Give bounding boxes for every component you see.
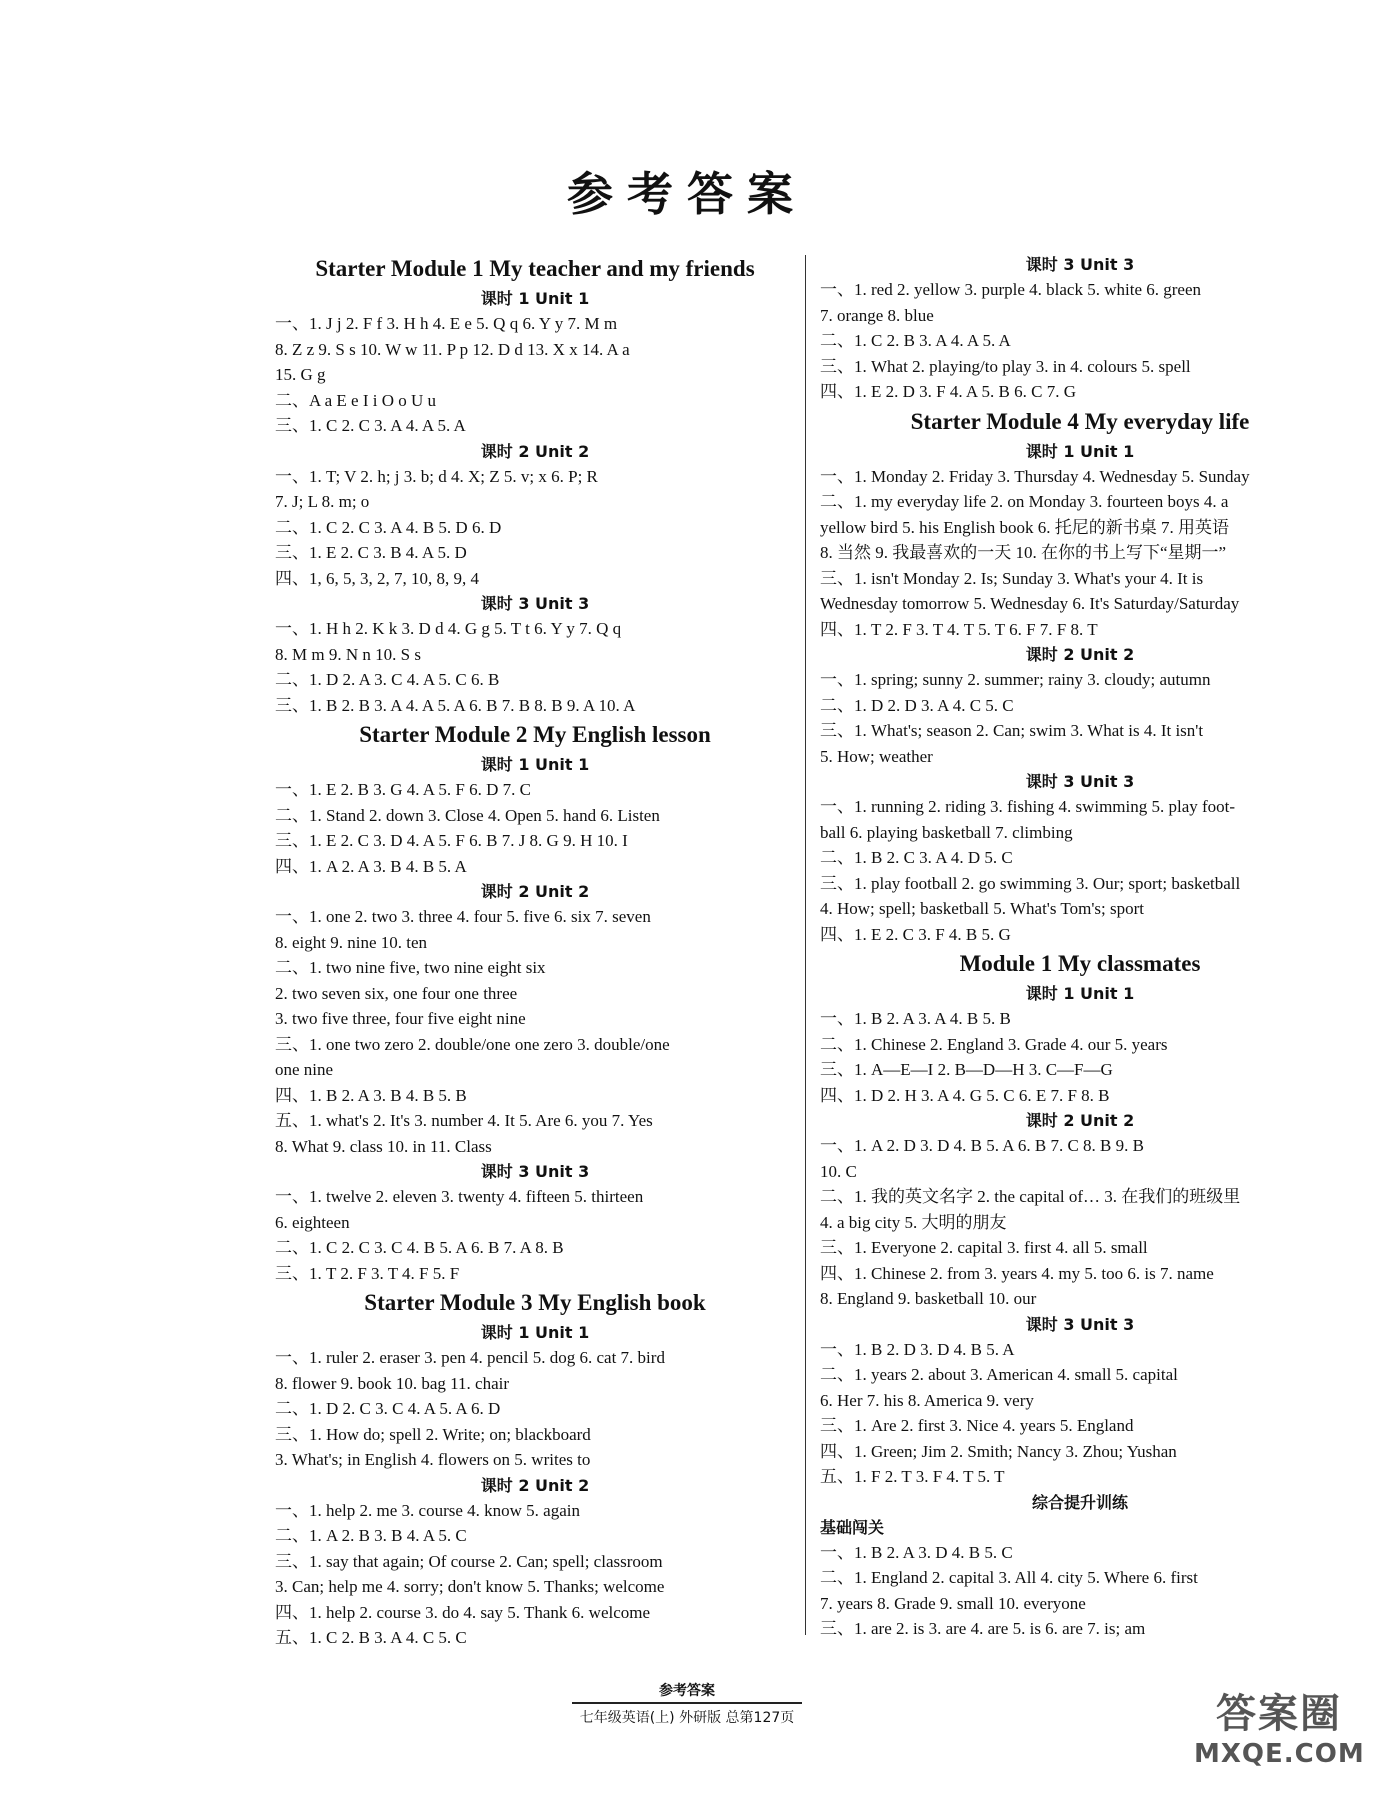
answer-line: 一、1. J j 2. F f 3. H h 4. E e 5. Q q 6. Y y 7. M m <box>275 314 618 333</box>
answer-line: 三、1. How do; spell 2. Write; on; blackboard <box>275 1424 591 1444</box>
answer-line: 4. How; spell; basketball 5. What's Tom's; sport <box>820 899 1144 918</box>
answer-line: ball 6. playing basketball 7. climbing <box>820 822 1073 842</box>
answer-line: 二、1. years 2. about 3. American 4. small 5. capital <box>820 1365 1178 1384</box>
answer-line: 三、1. B 2. B 3. A 4. A 5. A 6. B 7. B 8. B 9. A 10. A <box>275 695 636 715</box>
module-heading: Starter Module 2 My English lesson <box>359 722 711 747</box>
footer-info: 七年级英语(上) 外研版 总第127页 <box>579 1710 795 1726</box>
module-heading: Module 1 My classmates <box>959 951 1201 976</box>
answer-line: 三、1. isn't Monday 2. Is; Sunday 3. What's your 4. It is <box>820 568 1204 588</box>
answer-line: 三、1. What's; season 2. Can; swim 3. What is 4. It isn't <box>820 721 1204 740</box>
watermark-logo-text: 答案圈 <box>1216 1691 1342 1737</box>
page-title: 参考答案 <box>567 167 807 221</box>
answer-line: 7. J; L 8. m; o <box>275 492 370 511</box>
answer-line: 三、1. What 2. playing/to play 3. in 4. colours 5. spell <box>820 356 1191 376</box>
answer-line: 二、1. D 2. C 3. C 4. A 5. A 6. D <box>275 1399 501 1418</box>
module-heading: Starter Module 4 My everyday life <box>910 408 1250 434</box>
answer-line: 二、1. C 2. C 3. A 4. B 5. D 6. D <box>275 517 502 537</box>
answer-line: 10. C <box>820 1161 857 1181</box>
answer-line: 二、1. Stand 2. down 3. Close 4. Open 5. hand 6. Listen <box>275 805 660 825</box>
left-column <box>275 252 795 1651</box>
footer <box>0 1680 1374 1727</box>
answer-line: 二、1. D 2. A 3. C 4. A 5. C 6. B <box>275 670 500 689</box>
answer-line: 8. 当然 9. 我最喜欢的一天 10. 在你的书上写下“星期一” <box>820 543 1227 562</box>
answer-line: 8. What 9. class 10. in 11. Class <box>275 1136 492 1156</box>
answer-line: 6. Her 7. his 8. America 9. very <box>820 1390 1034 1410</box>
answer-line: 一、1. B 2. A 3. D 4. B 5. C <box>820 1542 1013 1562</box>
answer-line: 3. What's; in English 4. flowers on 5. writes to <box>275 1450 591 1469</box>
answer-line: 三、1. E 2. C 3. D 4. A 5. F 6. B 7. J 8. G 9. H 10. I <box>275 831 628 850</box>
answer-line: 8. eight 9. nine 10. ten <box>275 932 428 952</box>
answer-line: yellow bird 5. his English book 6. 托尼的新书桌 7. 用英语 <box>820 517 1229 537</box>
watermark-url: MXQE.COM <box>1194 1739 1365 1769</box>
answer-line: 二、1. 我的英文名字 2. the capital of… 3. 在我们的班级里 <box>820 1187 1241 1206</box>
lesson-heading: 课时 3 Unit 3 <box>1025 772 1135 791</box>
answer-line: 一、1. ruler 2. eraser 3. pen 4. pencil 5. dog 6. cat 7. bird <box>275 1348 665 1367</box>
lesson-heading: 课时 1 Unit 1 <box>480 1323 590 1342</box>
answer-line: 三、1. Are 2. first 3. Nice 4. years 5. England <box>820 1416 1134 1435</box>
answer-line: 7. orange 8. blue <box>820 305 934 325</box>
column-divider <box>805 255 806 1635</box>
answer-line: 五、1. what's 2. It's 3. number 4. It 5. Are 6. you 7. Yes <box>275 1111 653 1130</box>
answer-line: 一、1. help 2. me 3. course 4. know 5. again <box>275 1500 580 1520</box>
answer-line: 二、1. C 2. B 3. A 4. A 5. A <box>820 331 1011 350</box>
answer-line: 4. a big city 5. 大明的朋友 <box>820 1212 1007 1232</box>
answer-line: 二、1. A 2. B 3. B 4. A 5. C <box>275 1526 467 1545</box>
answer-line: 三、1. Everyone 2. capital 3. first 4. all 5. small <box>820 1238 1148 1257</box>
answer-line: 一、1. Monday 2. Friday 3. Thursday 4. Wednesday 5. Sunday <box>820 466 1250 486</box>
lesson-heading: 课时 2 Unit 2 <box>480 1475 590 1495</box>
answer-line: 四、1. B 2. A 3. B 4. B 5. B <box>275 1085 467 1105</box>
answer-line: 二、1. B 2. C 3. A 4. D 5. C <box>820 848 1013 867</box>
lesson-heading: 课时 1 Unit 1 <box>480 755 590 774</box>
answer-line: 二、1. C 2. C 3. C 4. B 5. A 6. B 7. A 8. B <box>275 1238 564 1257</box>
lesson-heading: 课时 1 Unit 1 <box>1025 984 1135 1003</box>
answer-line: 三、1. say that again; Of course 2. Can; spell; classroom <box>275 1551 663 1571</box>
answer-line: Wednesday tomorrow 5. Wednesday 6. It's Saturday/Saturday <box>820 594 1240 613</box>
module-heading: Starter Module 3 My English book <box>364 1290 706 1315</box>
lesson-heading: 课时 1 Unit 1 <box>1025 441 1135 461</box>
answer-line: 7. years 8. Grade 9. small 10. everyone <box>820 1593 1086 1613</box>
lesson-heading: 课时 1 Unit 1 <box>480 289 590 308</box>
answer-line: 四、1. D 2. H 3. A 4. G 5. C 6. E 7. F 8. B <box>820 1085 1110 1105</box>
answer-line: 一、1. one 2. two 3. three 4. four 5. five 6. six 7. seven <box>275 907 651 926</box>
answer-line: 一、1. spring; sunny 2. summer; rainy 3. cloudy; autumn <box>820 670 1211 689</box>
answer-line: 3. two five three, four five eight nine <box>275 1009 526 1028</box>
watermark-logo <box>1194 1682 1364 1792</box>
answer-line: 四、1, 6, 5, 3, 2, 7, 10, 8, 9, 4 <box>275 568 479 588</box>
lesson-heading: 课时 3 Unit 3 <box>480 594 590 613</box>
answer-line: 四、1. E 2. D 3. F 4. A 5. B 6. C 7. G <box>820 382 1076 401</box>
lesson-heading: 课时 2 Unit 2 <box>1025 1111 1135 1130</box>
footer-rule <box>572 1702 802 1704</box>
lesson-heading: 课时 2 Unit 2 <box>480 441 590 461</box>
right-column <box>820 252 1340 1642</box>
answer-line: 8. England 9. basketball 10. our <box>820 1289 1037 1308</box>
answer-line: 四、1. Green; Jim 2. Smith; Nancy 3. Zhou; Yushan <box>820 1441 1177 1461</box>
answer-line: 四、1. help 2. course 3. do 4. say 5. Thank 6. welcome <box>275 1602 651 1622</box>
answer-line: 一、1. twelve 2. eleven 3. twenty 4. fifteen 5. thirteen <box>275 1187 644 1206</box>
answer-line: one nine <box>275 1060 334 1079</box>
answer-line: 15. G g <box>275 365 326 384</box>
answer-line: 一、1. B 2. D 3. D 4. B 5. A <box>820 1339 1015 1359</box>
answer-line: 一、1. T; V 2. h; j 3. b; d 4. X; Z 5. v; x 6. P; R <box>275 466 598 486</box>
answer-line: 四、1. A 2. A 3. B 4. B 5. A <box>275 856 467 876</box>
lesson-heading: 综合提升训练 <box>1031 1492 1128 1512</box>
answer-line: 三、1. one two zero 2. double/one one zero 3. double/one <box>275 1034 670 1054</box>
lesson-heading: 课时 3 Unit 3 <box>1025 255 1135 274</box>
answer-line: 四、1. T 2. F 3. T 4. T 5. T 6. F 7. F 8. T <box>820 619 1098 639</box>
answer-line: 三、1. T 2. F 3. T 4. F 5. F <box>275 1263 460 1283</box>
answer-line: 一、1. H h 2. K k 3. D d 4. G g 5. T t 6. Y y 7. Q q <box>275 619 622 638</box>
answer-line: 三、1. C 2. C 3. A 4. A 5. A <box>275 416 466 435</box>
answer-line: 二、1. England 2. capital 3. All 4. city 5. Where 6. first <box>820 1568 1198 1587</box>
lesson-heading: 课时 2 Unit 2 <box>480 882 590 901</box>
answer-line: 二、A a E e I i O o U u <box>275 390 437 410</box>
answer-line: 三、1. E 2. C 3. B 4. A 5. D <box>275 543 467 562</box>
answer-line: 二、1. two nine five, two nine eight six <box>275 958 546 977</box>
answer-line: 四、1. E 2. C 3. F 4. B 5. G <box>820 924 1011 944</box>
answer-line: 8. M m 9. N n 10. S s <box>275 644 421 664</box>
answer-line: 一、1. B 2. A 3. A 4. B 5. B <box>820 1009 1011 1028</box>
answer-line: 四、1. Chinese 2. from 3. years 4. my 5. too 6. is 7. name <box>820 1263 1214 1283</box>
answer-line: 三、1. play football 2. go swimming 3. Our; sport; basketball <box>820 873 1241 893</box>
answer-line: 8. flower 9. book 10. bag 11. chair <box>275 1373 510 1393</box>
answer-line: 6. eighteen <box>275 1212 350 1232</box>
section-heading: 基础闯关 <box>820 1517 885 1537</box>
answer-line: 三、1. A—E—I 2. B—D—H 3. C—F—G <box>820 1060 1113 1079</box>
answer-line: 五、1. F 2. T 3. F 4. T 5. T <box>820 1467 1005 1486</box>
answer-line: 8. Z z 9. S s 10. W w 11. P p 12. D d 13. X x 14. A a <box>275 339 630 359</box>
answer-line: 二、1. my everyday life 2. on Monday 3. fourteen boys 4. a <box>820 492 1229 511</box>
answer-line: 五、1. C 2. B 3. A 4. C 5. C <box>275 1628 467 1647</box>
answer-line: 一、1. running 2. riding 3. fishing 4. swimming 5. play foot- <box>820 797 1236 816</box>
answer-line: 二、1. D 2. D 3. A 4. C 5. C <box>820 695 1014 715</box>
lesson-heading: 课时 2 Unit 2 <box>1025 645 1135 664</box>
answer-line: 5. How; weather <box>820 746 933 766</box>
footer-label: 参考答案 <box>659 1683 715 1699</box>
lesson-heading: 课时 3 Unit 3 <box>1025 1314 1135 1334</box>
answer-line: 2. two seven six, one four one three <box>275 983 518 1003</box>
answer-line: 一、1. A 2. D 3. D 4. B 5. A 6. B 7. C 8. B 9. B <box>820 1136 1144 1155</box>
answer-line: 一、1. red 2. yellow 3. purple 4. black 5. white 6. green <box>820 280 1201 299</box>
answer-line: 3. Can; help me 4. sorry; don't know 5. Thanks; welcome <box>275 1577 665 1596</box>
answer-line: 一、1. E 2. B 3. G 4. A 5. F 6. D 7. C <box>275 780 531 799</box>
answer-line: 二、1. Chinese 2. England 3. Grade 4. our 5. years <box>820 1034 1168 1054</box>
lesson-heading: 课时 3 Unit 3 <box>480 1162 590 1181</box>
answer-line: 三、1. are 2. is 3. are 4. are 5. is 6. are 7. is; am <box>820 1619 1146 1638</box>
module-heading: Starter Module 1 My teacher and my friends <box>315 256 755 281</box>
